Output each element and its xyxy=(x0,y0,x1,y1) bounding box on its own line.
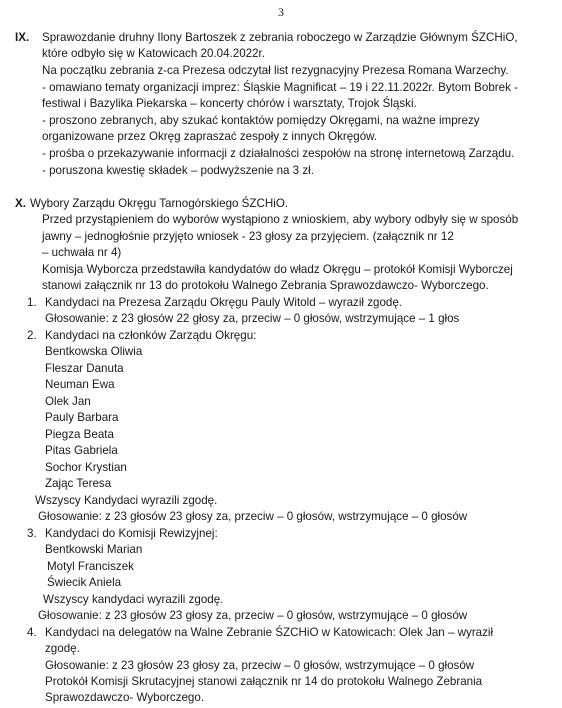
candidate-name: Zając Teresa xyxy=(45,477,112,490)
item1-vote: Głosowanie: z 23 głosów 22 głosy za, przeciw – 0 głosów, wstrzymujące – 1 głos xyxy=(45,312,460,325)
section-ix-line: które odbyło się w Katowicach 20.04.2022r. xyxy=(42,47,265,60)
item3-text: Kandydaci do Komisji Rewizyjnej: xyxy=(45,527,218,540)
section-ix-line: Na początku zebrania z-ca Prezesa odczytał list rezygnacyjny Prezesa Romana Warzechy. xyxy=(42,64,509,77)
item1-text: Kandydaci na Prezesa Zarządu Okręgu Pauly Witold – wyraził zgodę. xyxy=(45,296,403,309)
candidate-name: Neuman Ewa xyxy=(45,378,115,391)
candidate-name: Bentkowska Oliwia xyxy=(45,345,143,358)
candidate-name: Pitas Gabriela xyxy=(45,444,118,457)
item4-protocol: Sprawozdawczo- Wyborczego. xyxy=(45,691,205,704)
candidate-name: Olek Jan xyxy=(45,395,91,408)
candidate-name: Piegza Beata xyxy=(45,428,114,441)
section-x-intro-line: Przed przystąpieniem do wyborów wystąpiono z wnioskiem, aby wybory odbyły się w sposób xyxy=(42,213,519,226)
section-ix-line: organizowane przez Okręg zapraszać zespoły z innych Okręgów. xyxy=(42,130,378,143)
page-number: 3 xyxy=(278,5,284,19)
section-x-intro-line: stanowi załącznik nr 13 do protokołu Walnego Zebrania Sprawozdawczo- Wyborczego. xyxy=(42,279,489,292)
candidate-name: Sochor Krystian xyxy=(45,461,127,474)
section-ix-line: - proszono zebranych, aby szukać kontaktów pomiędzy Okręgami, na ważne imprezy xyxy=(42,114,480,127)
section-ix-numeral: IX. xyxy=(15,31,30,44)
candidate-name: Pauly Barbara xyxy=(45,411,119,424)
item2-text: Kandydaci na członków Zarządu Okręgu: xyxy=(45,329,257,342)
section-ix-line: Sprawozdanie druhny Ilony Bartoszek z zebrania roboczego w Zarządzie Głównym ŚZCHiO, xyxy=(42,31,518,44)
item2-vote: Głosowanie: z 23 głosów 23 głosy za, przeciw – 0 głosów, wstrzymujące – 0 głosów xyxy=(38,510,468,523)
item2-consent: Wszyscy Kandydaci wyrazili zgodę. xyxy=(35,494,218,507)
candidate-name: Fleszar Danuta xyxy=(45,362,124,375)
item3-vote: Głosowanie: z 23 głosów 23 głosy za, przeciw – 0 głosów, wstrzymujące – 0 głosów xyxy=(38,609,468,622)
candidate-name: Motyl Franciszek xyxy=(47,560,134,573)
section-ix-line: - omawiano tematy organizacji imprez: Śląskie Magnificat – 19 i 22.11.2022r. Bytom Bobrek - xyxy=(42,81,518,94)
item4-text: Kandydaci na delegatów na Walne Zebranie ŚZCHiO w Katowicach: Olek Jan – wyraził xyxy=(45,626,494,639)
section-x-title: Wybory Zarządu Okręgu Tarnogórskiego ŚZCHiO. xyxy=(30,197,289,210)
section-x-numeral: X. xyxy=(15,197,26,210)
section-ix-line: festiwal i Bazylika Piekarska – koncerty chórów i warsztaty, Trojok Śląski. xyxy=(42,97,417,110)
section-x-intro-line: – uchwała nr 4) xyxy=(42,246,122,259)
section-x-intro-line: Komisja Wyborcza przedstawiła kandydatów do władz Okręgu – protokół Komisji Wyborczej xyxy=(42,263,513,276)
list-item-number: 1. xyxy=(27,296,37,309)
list-item-number: 3. xyxy=(27,527,37,540)
item4-protocol: Protokół Komisji Skrutacyjnej stanowi załącznik nr 14 do protokołu Walnego Zebrania xyxy=(45,675,483,688)
item3-consent: Wszyscy kandydaci wyrazili zgodę. xyxy=(43,593,224,606)
list-item-number: 2. xyxy=(27,329,37,342)
list-item-number: 4. xyxy=(27,626,37,639)
candidate-name: Bentkowski Marian xyxy=(45,543,143,556)
section-ix-line: - prośba o przekazywanie informacji z działalności zespołów na stronę internetową Zarządu. xyxy=(42,147,515,160)
candidate-name: Świecik Aniela xyxy=(47,576,122,589)
item4-text: zgodę. xyxy=(45,642,80,655)
section-x-intro-line: jawny – jednogłośnie przyjęto wniosek - 23 głosy za przyjęciem. (załącznik nr 12 xyxy=(42,230,454,243)
item4-vote: Głosowanie: z 23 głosów 23 głosy za, przeciw – 0 głosów, wstrzymujące – 0 głosów xyxy=(45,659,475,672)
section-ix-line: - poruszona kwestię składek – podwyższenie na 3 zł. xyxy=(42,164,314,177)
